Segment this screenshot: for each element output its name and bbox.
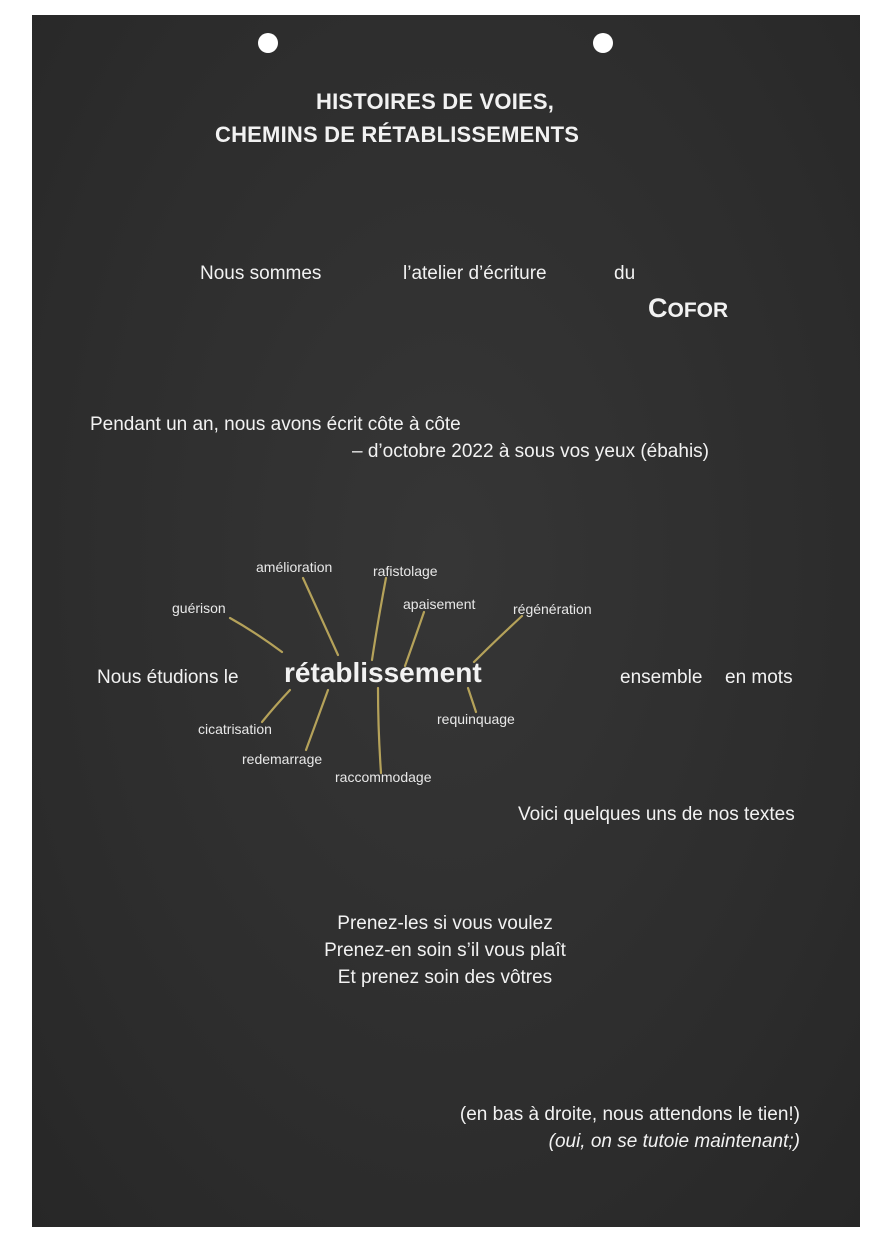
org-name-initial: C xyxy=(648,293,668,323)
intro-workshop: l’atelier d’écriture xyxy=(403,263,547,284)
period-line-1: Pendant un an, nous avons écrit côte à côte xyxy=(90,414,461,435)
word-redemarrage: redemarrage xyxy=(242,751,323,767)
word-amelioration: amélioration xyxy=(256,559,333,575)
closing-line-1: (en bas à droite, nous attendons le tien!) xyxy=(459,1104,800,1125)
invitation-line-1: Prenez-les si vous voulez xyxy=(337,913,553,934)
word-apaisement: apaisement xyxy=(403,596,476,612)
study-in-words: en mots xyxy=(725,667,793,688)
word-regeneration: régénération xyxy=(513,601,592,617)
closing-line-2: (oui, on se tutoie maintenant;) xyxy=(548,1131,800,1152)
word-rafistolage: rafistolage xyxy=(373,563,438,579)
word-raccommodage: raccommodage xyxy=(335,769,432,785)
title-line-1: HISTOIRES DE VOIES, xyxy=(316,89,555,114)
study-prefix: Nous étudions le xyxy=(97,667,239,688)
punch-hole-right xyxy=(593,33,613,53)
punch-hole-left xyxy=(258,33,278,53)
invitation-line-2: Prenez-en soin s’il vous plaît xyxy=(324,940,566,961)
word-requinquage: requinquage xyxy=(437,711,515,727)
blackboard-background xyxy=(32,15,860,1227)
intro-we-are: Nous sommes xyxy=(200,263,322,284)
texts-intro-line: Voici quelques uns de nos textes xyxy=(518,804,795,825)
study-together: ensemble xyxy=(620,667,703,688)
org-name-rest: OFOR xyxy=(667,299,729,322)
word-guerison: guérison xyxy=(172,600,226,616)
org-name-cofor xyxy=(648,293,728,324)
keyword-retablissement: rétablissement xyxy=(284,657,482,688)
title-line-2: CHEMINS DE RÉTABLISSEMENTS xyxy=(215,122,580,147)
invitation-line-3: Et prenez soin des vôtres xyxy=(337,967,553,988)
word-cicatrisation: cicatrisation xyxy=(198,721,272,737)
intro-of: du xyxy=(614,263,636,284)
period-line-2: – d’octobre 2022 à sous vos yeux (ébahis) xyxy=(352,441,709,462)
